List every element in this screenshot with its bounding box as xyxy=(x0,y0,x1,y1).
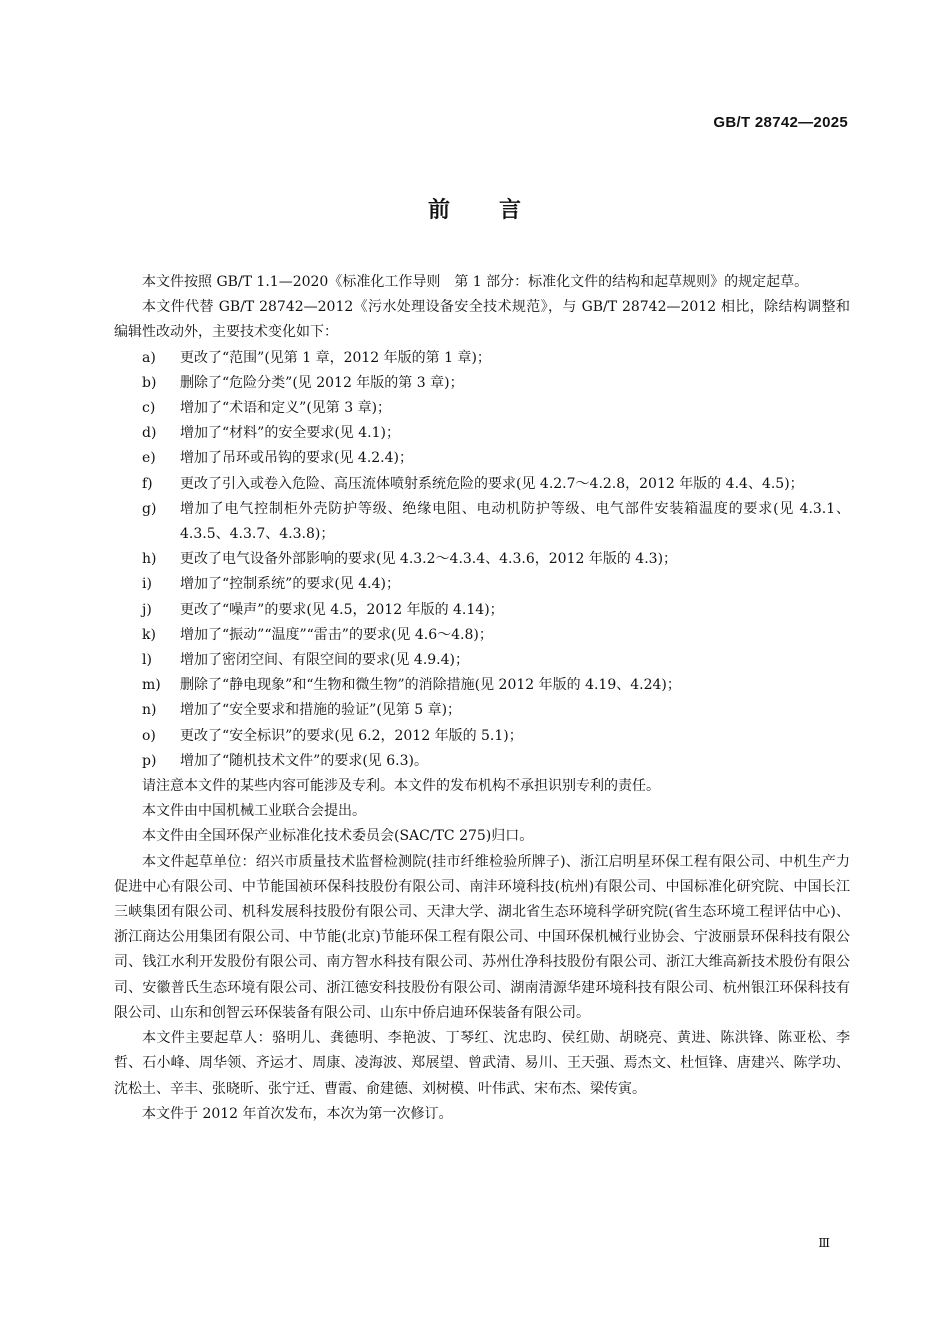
intro-paragraph: 本文件代替 GB/T 28742—2012《污水处理设备安全技术规范》，与 GB/T 28742—2012 相比，除结构调整和编辑性改动外，主要技术变化如下： xyxy=(114,299,850,341)
item-text: 增加了“控制系统”的要求(见 4.4)； xyxy=(180,576,400,593)
item-marker: e) xyxy=(142,450,156,467)
item-marker: j) xyxy=(142,601,152,618)
item-marker: a) xyxy=(142,349,156,366)
item-marker: l) xyxy=(142,652,152,669)
drafting-units: 本文件起草单位：绍兴市质量技术监督检测院(挂市纤维检验所牌子)、浙江启明星环保工程有限公司、中机生产力促进中心有限公司、中节能国祯环保科技股份有限公司、南沣环境科技(杭州)有限公司、中国标准化研究院、中国长江三峡集团有限公司、机科发展科技股份有限公司、天津大学、湖北省生态环境科学研究院(省生态环境工程评估中心)、浙江商达公用集团有限公司、中节能(北京)节能环保工程有限公司、中国环保机械行业协会、宁波丽景环保科技有限公司、钱江水利开发股份有限公司、南方智水科技有限公司、苏州仕净科技股份有限公司、浙江大维高新技术股份有限公司、安徽普氏生态环境有限公司、浙江德安科技股份有限公司、湖南清源华建环境科技有限公司、杭州银江环保科技有限公司、山东和创智云环保装备有限公司、山东中侨启迪环保装备有限公司。 xyxy=(114,853,850,1021)
item-marker: c) xyxy=(142,400,156,417)
item-text: 增加了“术语和定义”(见第 3 章)； xyxy=(180,400,392,417)
item-text: 更改了“范围”(见第 1 章，2012 年版的第 1 章)； xyxy=(180,349,491,366)
list-item xyxy=(114,371,850,396)
item-marker: m) xyxy=(142,677,161,694)
item-marker: n) xyxy=(142,702,157,719)
item-text: 更改了“安全标识”的要求(见 6.2，2012 年版的 5.1)； xyxy=(180,727,523,744)
standard-code: GB/T 28742—2025 xyxy=(713,114,848,131)
title-part-2: 言 xyxy=(499,198,523,223)
item-marker: k) xyxy=(142,626,156,643)
list-item xyxy=(114,698,850,723)
item-marker: d) xyxy=(142,425,157,442)
list-item xyxy=(114,673,850,698)
document-body xyxy=(114,270,850,1127)
item-text: 更改了引入或卷入危险、高压流体喷射系统危险的要求(见 4.2.7～4.2.8，2012 年版的 4.4、4.5)； xyxy=(180,475,804,492)
list-item xyxy=(114,346,850,371)
item-text: 删除了“静电现象”和“生物和微生物”的消除措施(见 2012 年版的 4.19、4.24)； xyxy=(180,677,681,694)
item-text: 增加了“振动”“温度”“雷击”的要求(见 4.6～4.8)； xyxy=(180,626,493,643)
item-marker: h) xyxy=(142,551,157,568)
list-item xyxy=(114,749,850,774)
list-item xyxy=(114,497,850,547)
item-text: 增加了“材料”的安全要求(见 4.1)； xyxy=(180,425,400,442)
list-item xyxy=(114,472,850,497)
item-marker: p) xyxy=(142,752,157,769)
item-text: 增加了电气控制柜外壳防护等级、绝缘电阻、电动机防护等级、电气部件安装箱温度的要求(见 4.3.1、4.3.5、4.3.7、4.3.8)； xyxy=(180,500,850,543)
item-marker: f) xyxy=(142,475,153,492)
item-text: 删除了“危险分类”(见 2012 年版的第 3 章)； xyxy=(180,374,464,391)
list-item xyxy=(114,623,850,648)
revision-history: 本文件于 2012 年首次发布，本次为第一次修订。 xyxy=(142,1105,453,1122)
item-text: 增加了密闭空间、有限空间的要求(见 4.9.4)； xyxy=(180,652,469,669)
drafters: 本文件主要起草人：骆明儿、龚德明、李艳波、丁琴红、沈忠昀、侯红勋、胡晓亮、黄进、陈洪锋、陈亚松、李哲、石小峰、周华领、齐运才、周康、凌海波、郑展望、曾武清、易川、王天强、焉杰文、杜恒锋、唐建兴、陈学功、沈松土、辛丰、张晓昕、张宁迁、曹霞、俞建德、刘树模、叶伟武、宋布杰、梁传寅。 xyxy=(114,1030,850,1097)
item-marker: i) xyxy=(142,576,152,593)
list-item xyxy=(114,724,850,749)
page-number: Ⅲ xyxy=(818,1236,830,1250)
proposer-statement: 本文件由中国机械工业联合会提出。 xyxy=(142,803,366,820)
item-text: 更改了“噪声”的要求(见 4.5，2012 年版的 4.14)； xyxy=(180,601,504,618)
changes-list xyxy=(114,346,850,774)
committee-statement: 本文件由全国环保产业标准化技术委员会(SAC/TC 275)归口。 xyxy=(142,828,534,845)
intro-paragraph: 本文件按照 GB/T 1.1—2020《标准化工作导则 第 1 部分：标准化文件的结构和起草规则》的规定起草。 xyxy=(142,274,809,290)
patent-notice: 请注意本文件的某些内容可能涉及专利。本文件的发布机构不承担识别专利的责任。 xyxy=(142,778,660,795)
list-item xyxy=(114,446,850,471)
item-text: 增加了吊环或吊钩的要求(见 4.2.4)； xyxy=(180,450,413,467)
list-item xyxy=(114,396,850,421)
title-part-1: 前 xyxy=(427,198,451,223)
list-item xyxy=(114,648,850,673)
list-item xyxy=(114,598,850,623)
item-text: 增加了“安全要求和措施的验证”(见第 5 章)； xyxy=(180,702,462,719)
list-item xyxy=(114,421,850,446)
item-text: 更改了电气设备外部影响的要求(见 4.3.2～4.3.4、4.3.6，2012 年版的 4.3)； xyxy=(180,551,678,568)
item-marker: g) xyxy=(142,500,157,517)
item-marker: b) xyxy=(142,374,157,391)
item-text: 增加了“随机技术文件”的要求(见 6.3)。 xyxy=(180,752,428,769)
list-item xyxy=(114,547,850,572)
list-item xyxy=(114,572,850,597)
item-marker: o) xyxy=(142,727,156,744)
page-title xyxy=(0,193,950,224)
